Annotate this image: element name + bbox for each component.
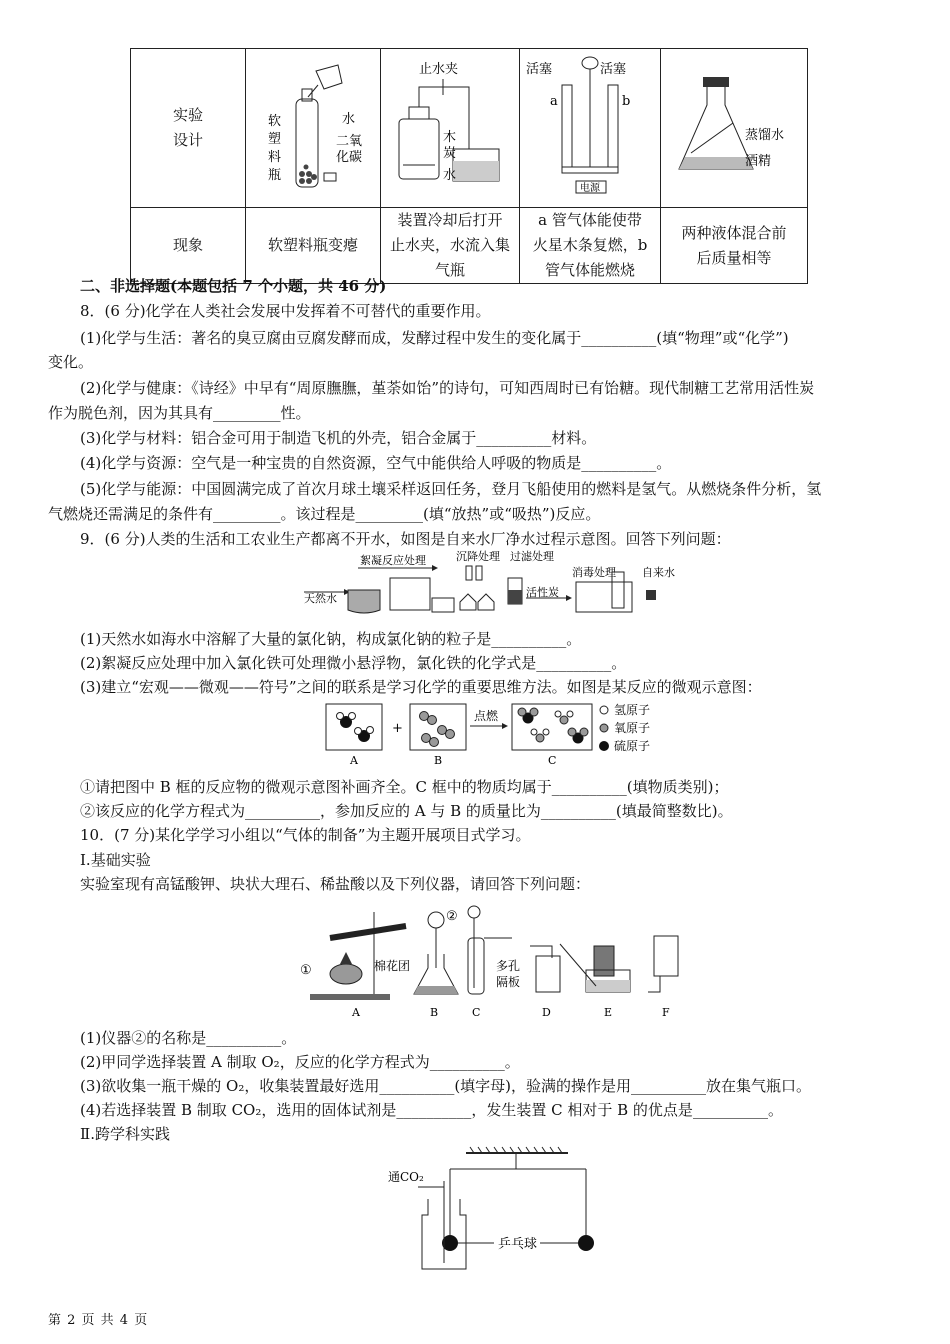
balance-experiment-diagram (388, 1145, 628, 1271)
svg-text:b: b (622, 94, 631, 109)
svg-text:木: 木 (443, 130, 457, 145)
svg-text:沉降处理: 沉降处理 (456, 550, 500, 563)
svg-text:蒸馏水: 蒸馏水 (745, 128, 785, 143)
q8-p1a: (1)化学与生活：著名的臭豆腐由豆腐发酵而成，发酵过程中发生的变化属于__________(填“物理”或“化学”) (80, 329, 789, 347)
phenomenon-2: 装置冷却后打开 止水夹，水流入集 气瓶 (381, 208, 520, 284)
q10-p4: (4)若选择装置 B 制取 CO₂，选用的固体试剂是__________，发生装置 C 相对于 B 的优点是__________。 (80, 1101, 783, 1119)
svg-text:F: F (662, 1006, 670, 1019)
row-label-design: 实验 设计 (131, 49, 246, 208)
q9-p1: (1)天然水如海水中溶解了大量的氯化钠，构成氯化钠的粒子是__________。 (80, 630, 582, 648)
svg-text:E: E (604, 1006, 613, 1019)
svg-text:天然水: 天然水 (304, 592, 337, 605)
q9-stem: 9．(6 分)人类的生活和工农业生产都离不开水，如图是自来水厂净水过程示意图。回答下列问题： (80, 530, 731, 548)
q10-intro: 实验室现有高锰酸钾、块状大理石、稀盐酸以及下列仪器，请回答下列问题： (80, 875, 591, 893)
svg-text:隔板: 隔板 (496, 975, 521, 989)
q10-p1: (1)仪器②的名称是__________。 (80, 1029, 297, 1047)
svg-text:通CO₂: 通CO₂ (388, 1170, 424, 1184)
q8-p1b: 变化。 (48, 353, 94, 371)
svg-text:酒精: 酒精 (745, 154, 772, 169)
q10-part1: Ⅰ.基础实验 (80, 851, 151, 869)
q8-p4: (4)化学与资源：空气是一种宝贵的自然资源，空气中能供给人呼吸的物质是__________。 (80, 454, 672, 472)
q8-p2b: 作为脱色剂，因为其具有_________性。 (48, 404, 311, 422)
q10-p2: (2)甲同学选择装置 A 制取 O₂，反应的化学方程式为__________。 (80, 1053, 520, 1071)
svg-text:A: A (350, 754, 358, 767)
svg-text:料: 料 (268, 150, 282, 165)
diagram-charcoal (381, 49, 520, 208)
q10-p3: (3)欲收集一瓶干燥的 O₂，收集装置最好选用__________(填字母)，验满的操作是用__________放在集气瓶口。 (80, 1077, 812, 1095)
diagram-electrolysis (520, 49, 661, 208)
phenomenon-1: 软塑料瓶变瘪 (246, 208, 381, 284)
svg-text:棉花团: 棉花团 (374, 959, 411, 973)
svg-text:炭: 炭 (443, 146, 457, 161)
svg-text:水: 水 (443, 168, 457, 183)
svg-text:化碳: 化碳 (336, 150, 363, 165)
svg-text:瓶: 瓶 (268, 168, 282, 183)
box-a-molecules (337, 713, 374, 743)
page-footer: 第 2 页 共 4 页 (48, 1313, 149, 1328)
svg-text:C: C (548, 754, 557, 767)
svg-text:点燃: 点燃 (474, 709, 499, 723)
svg-text:a: a (550, 94, 558, 109)
svg-text:多孔: 多孔 (496, 959, 521, 973)
charcoal-combustion-diagram (381, 49, 519, 199)
svg-text:活性炭: 活性炭 (526, 586, 559, 599)
svg-text:B: B (434, 754, 443, 767)
svg-text:电源: 电源 (580, 183, 600, 194)
q8-p5b: 气燃烧还需满足的条件有_________。该过程是_________(填“放热”或“吸热”)反应。 (48, 505, 601, 523)
q10-stem: 10．(7 分)某化学学习小组以“气体的制备”为主题开展项目式学习。 (80, 826, 531, 844)
experiment-table (130, 48, 808, 284)
svg-text:D: D (542, 1006, 551, 1019)
q8-p3: (3)化学与材料：铝合金可用于制造飞机的外壳，铝合金属于__________材料。 (80, 429, 597, 447)
q8-stem: 8．(6 分)化学在人类社会发展中发挥着不可替代的重要作用。 (80, 302, 491, 320)
svg-text:+: + (392, 721, 403, 736)
plastic-bottle-diagram (246, 49, 380, 199)
diagram-bottle (246, 49, 381, 208)
svg-text:消毒处理: 消毒处理 (572, 566, 616, 579)
diagram-flask (661, 49, 808, 208)
svg-text:②: ② (446, 909, 458, 924)
svg-text:活塞: 活塞 (600, 62, 627, 77)
q9-p5: ②该反应的化学方程式为__________，参加反应的 A 与 B 的质量比为__________(填最简整数比)。 (80, 802, 733, 820)
svg-text:过滤处理: 过滤处理 (510, 550, 554, 563)
q10-part2: Ⅱ.跨学科实践 (80, 1125, 170, 1143)
svg-text:乒乓球: 乒乓球 (498, 1237, 538, 1252)
row-label-phenomenon: 现象 (131, 208, 246, 284)
box-b-molecules (420, 712, 455, 747)
flask-diagram (661, 49, 807, 199)
lab-apparatus-diagram (296, 898, 692, 1020)
svg-text:活塞: 活塞 (526, 62, 553, 77)
svg-text:硫原子: 硫原子 (614, 739, 651, 753)
svg-text:二氧: 二氧 (336, 134, 363, 149)
phenomenon-4: 两种液体混合前 后质量相等 (661, 208, 808, 284)
electrolysis-diagram (520, 49, 660, 199)
water-treatment-diagram (300, 550, 680, 618)
svg-text:自来水: 自来水 (642, 566, 675, 579)
section-heading: 二、非选择题(本题包括 7 个小题，共 46 分) (80, 277, 387, 295)
svg-text:氢原子: 氢原子 (614, 703, 651, 717)
svg-text:A: A (352, 1006, 360, 1019)
svg-text:软: 软 (268, 114, 282, 129)
svg-text:氧原子: 氧原子 (614, 721, 651, 735)
svg-text:①: ① (300, 963, 312, 978)
q9-p3: (3)建立“宏观——微观——符号”之间的联系是学习化学的重要思维方法。如图是某反应的微观示意图： (80, 678, 762, 696)
q8-p5a: (5)化学与能源：中国圆满完成了首次月球土壤采样返回任务，登月飞船使用的燃料是氢气。从燃烧条件分析，氢 (80, 480, 822, 498)
phenomenon-3: a 管气体能使带 火星木条复燃，b 管气体能燃烧 (520, 208, 661, 284)
q9-p2: (2)絮凝反应处理中加入氯化铁可处理微小悬浮物，氯化铁的化学式是__________。 (80, 654, 627, 672)
q9-p4: ①请把图中 B 框的反应物的微观示意图补画齐全。C 框中的物质均属于__________(填物质类别)； (80, 778, 729, 796)
svg-text:塑: 塑 (268, 132, 282, 147)
box-c-molecules (518, 708, 588, 744)
svg-text:B: B (430, 1006, 439, 1019)
micro-reaction-diagram (322, 700, 672, 768)
svg-text:絮凝反应处理: 絮凝反应处理 (360, 554, 426, 567)
svg-text:C: C (472, 1006, 481, 1019)
svg-text:水: 水 (342, 112, 356, 127)
q8-p2a: (2)化学与健康：《诗经》中早有“周原膴膴，堇荼如饴”的诗句，可知西周时已有饴糖。现代制糖工艺常用活性炭 (80, 379, 815, 397)
svg-text:止水夹: 止水夹 (419, 62, 459, 77)
